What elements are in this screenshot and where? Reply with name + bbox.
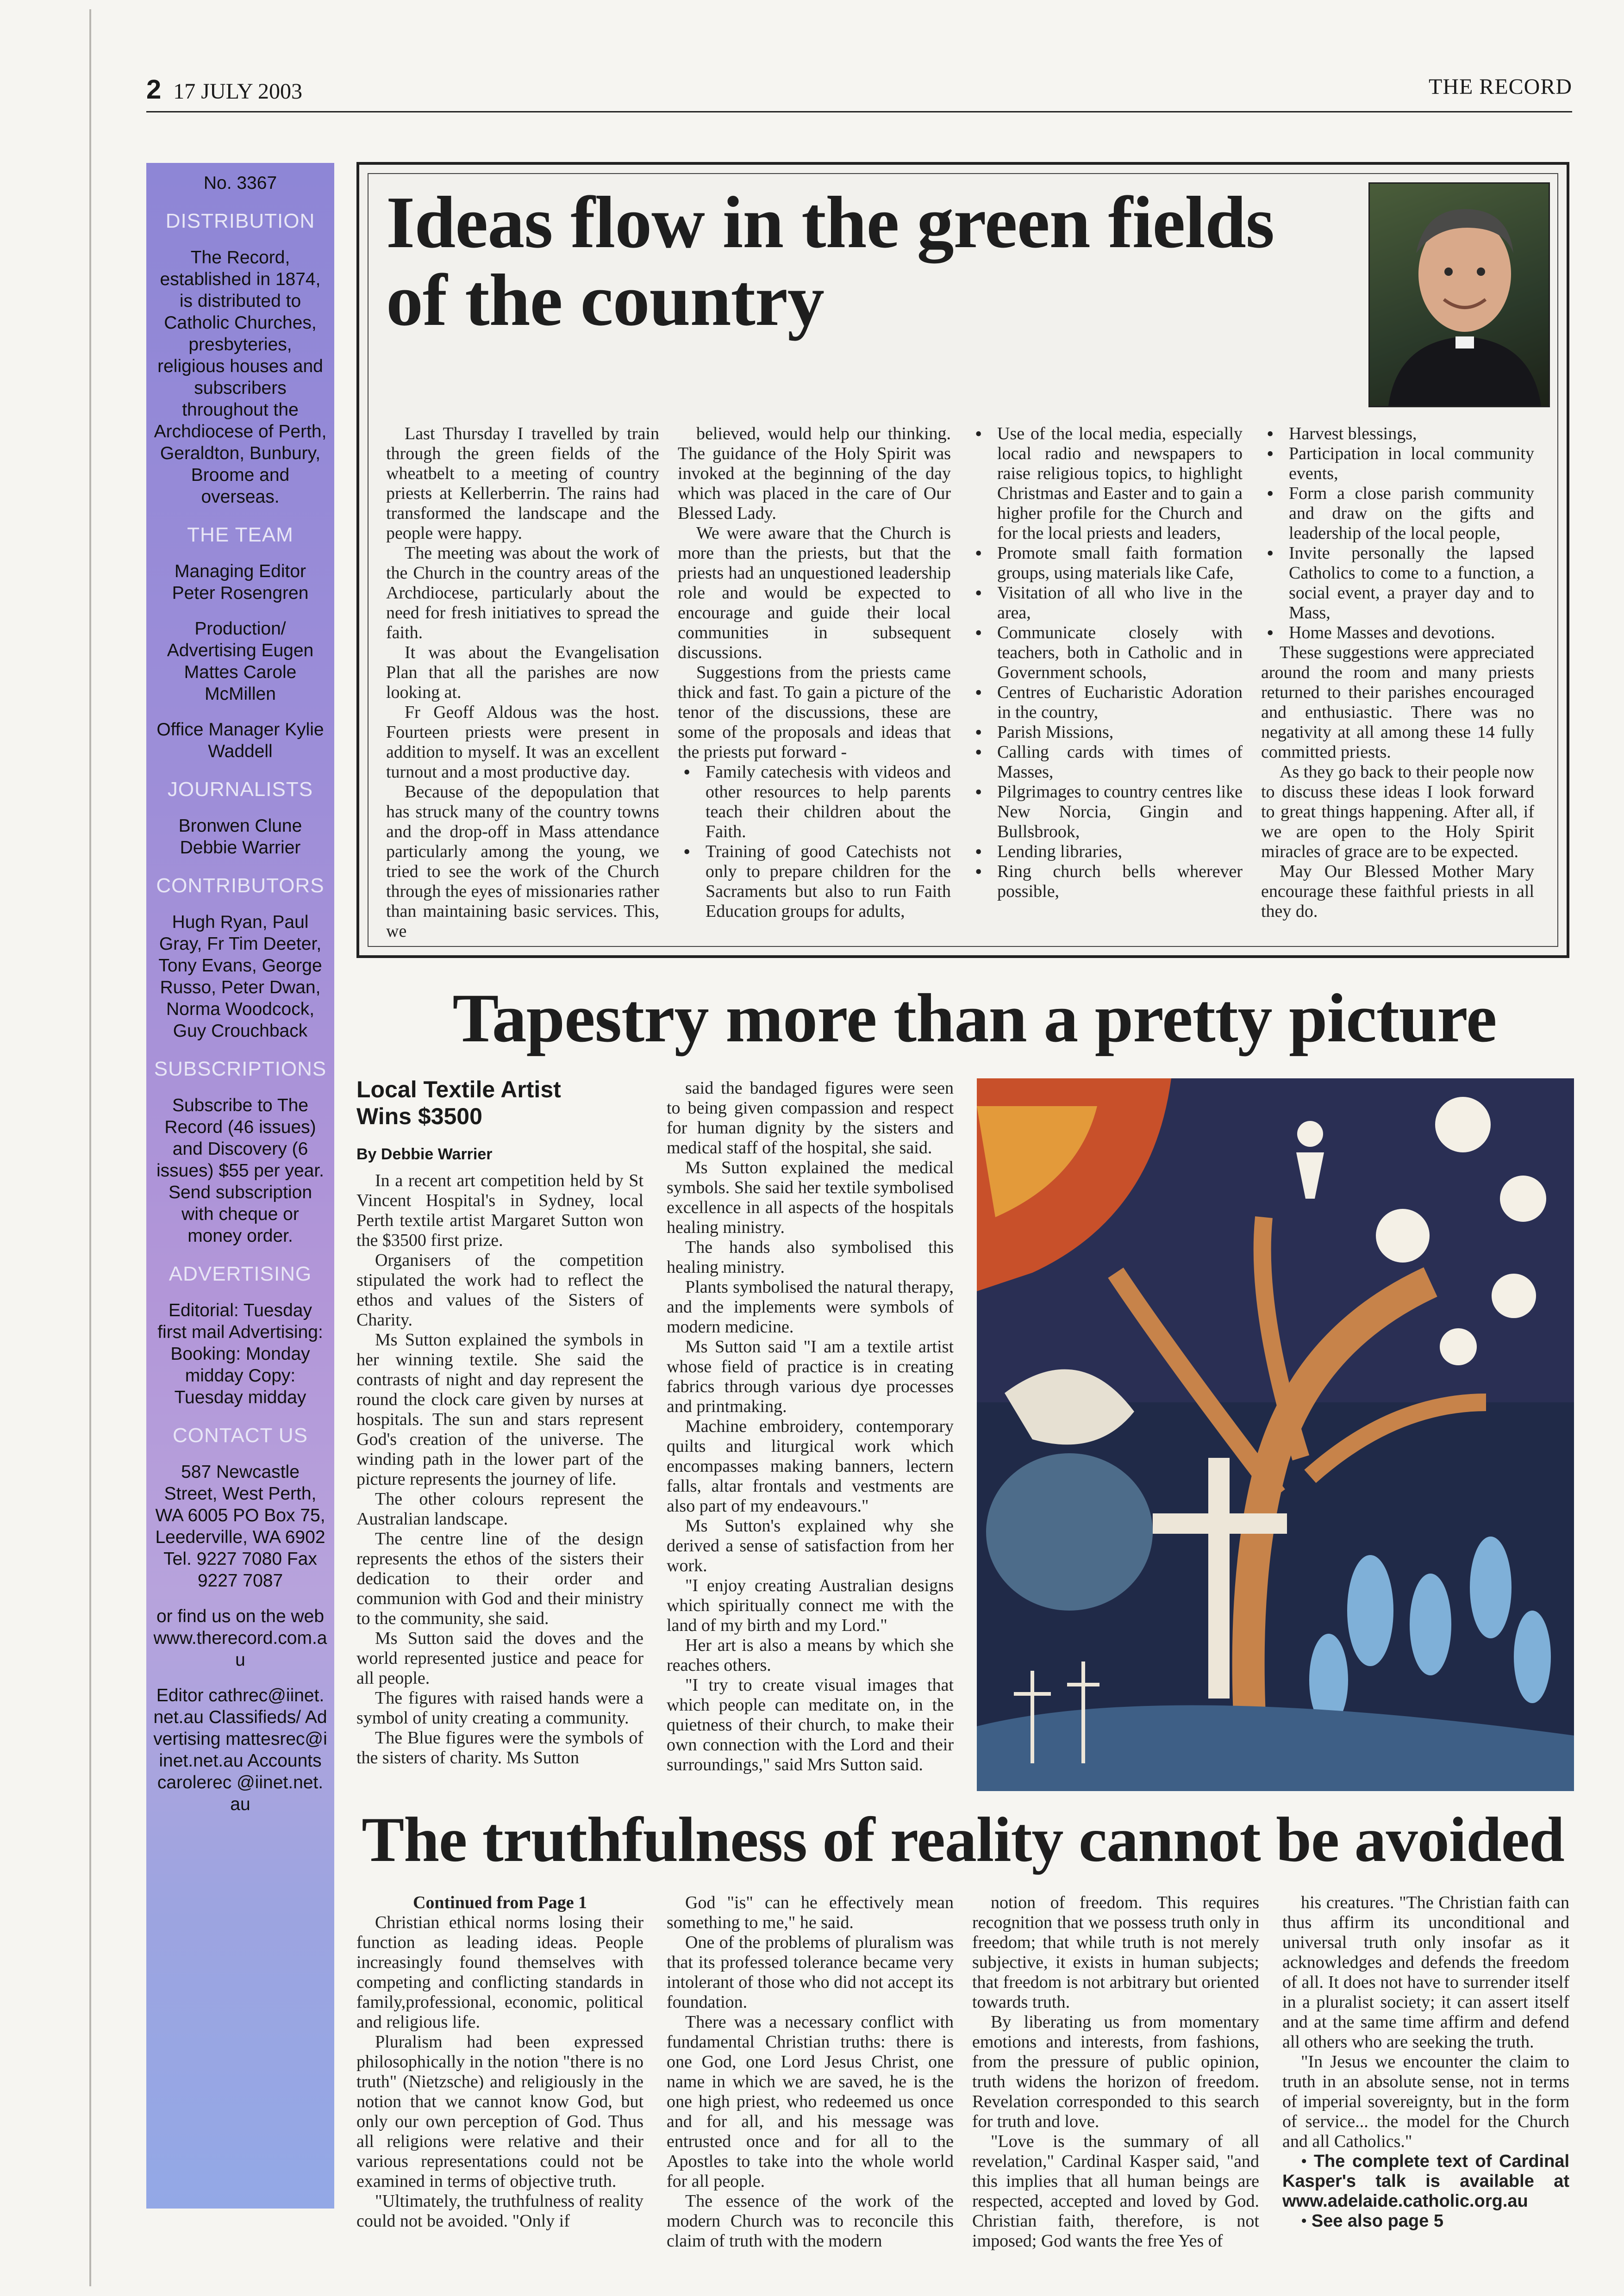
proposal-item: • Visitation of all who live in the area, [997,583,1243,623]
tapestry-illustration [977,1078,1574,1791]
header-rule [146,111,1572,112]
proposal-item: • Family catechesis with videos and other resources to help parents teach their children about the Faith. [706,762,951,842]
article-ideas-headline: Ideas flow in the green fields of the country [386,181,1274,341]
paragraph: The meeting was about the work of the Church in the country areas of the Archdiocese, particularly about the need for fresh initiatives to spread the faith. [386,543,659,642]
kasper-footnote: • The complete text of Cardinal Kasper's talk is available at www.adelaide.catholic.org.au [1282,2152,1569,2211]
contact-heading: CONTACT US [173,1424,308,1447]
contact-address: 587 Newcastle Street, West Perth, WA 6005 PO Box 75, Leederville, WA 6902 Tel. 9227 7080 Fax 9227 7087 [155,1462,325,1591]
proposal-item-list [678,762,951,921]
paragraph: Pluralism had been expressed philosophically in the notion "there is no truth" (Nietzsche) and religiously in the notion that we cannot know God, but only our own perception of God. Thus all religions were relative and their various representations could not be examined in terms of objective truth. [356,2032,643,2191]
paragraph: "I enjoy creating Australian designs which spiritually connect me with the land of my birth and my Lord." [667,1576,954,1635]
paragraph: Ms Sutton said the doves and the world represented justice and peace for all people. [356,1629,643,1688]
proposal-item: • Communicate closely with teachers, both in Catholic and in Government schools, [997,623,1243,683]
web-address[interactable]: or find us on the web www.therecord.com.au [153,1606,327,1670]
proposal-item: • Ring church bells wherever possible, [997,862,1243,902]
paragraph: Ms Sutton explained the symbols in her winning textile. She said the contrasts of night and day represent the round the clock care given by nurses at hospitals. The sun and stars represent God's creation of the universe. The winding path in the lower part of the picture represents the journey of life. [356,1330,643,1489]
article-tapestry-col-2 [667,1078,954,1775]
distribution-text: The Record, established in 1874, is distributed to Catholic Churches, presbyteries, religious houses and subscribers throughout the Archdiocese of Perth, Geraldton, Bunbury, Broome and overseas. [154,248,327,507]
article-tapestry-col-1 [356,1171,643,1768]
advertising-heading: ADVERTISING [169,1263,312,1285]
proposal-item: • Harvest blessings, [1289,424,1534,444]
proposal-item: • Form a close parish community and draw on the gifts and leadership of the local people, [1289,484,1534,543]
proposal-item: • Participation in local community events, [1289,444,1534,484]
paragraph: Suggestions from the priests came thick and fast. To gain a picture of the tenor of the discussions, these are some of the proposals and ideas that the priests put forward - [678,663,951,762]
article-ideas-col-2 [678,424,951,921]
tapestry-artwork-image [977,1078,1574,1791]
contact-emails[interactable]: Editor cathrec@iinet.net.au Classifieds/ Advertising mattesrec@iinet.net.au Accounts carolerec @iinet.net.au [153,1686,327,1814]
page-edge-rule [89,9,91,2286]
paragraph: The Blue figures were the symbols of the sisters of charity. Ms Sutton [356,1728,643,1767]
paragraph: "Love is the summary of all revelation," Cardinal Kasper said, "and this implies that all human beings are respected, accepted and loved by God. Christian faith, therefore, is not imposed; God wants the free Yes of [972,2132,1259,2251]
header-left [146,74,302,105]
paragraph: Organisers of the competition stipulated the work had to reflect the ethos and values of the Sisters of Charity. [356,1251,643,1330]
paragraph: God "is" can he effectively mean something to me," he said. [667,1893,954,1932]
article-truth-col-4 [1282,1893,1569,2231]
paragraph: "Ultimately, the truthfulness of reality could not be avoided. "Only if [356,2191,643,2231]
author-photo [1368,182,1550,407]
proposal-item: • Centres of Eucharistic Adoration in the country, [997,683,1243,722]
office-manager: Office Manager Kylie Waddell [156,720,324,761]
subscriptions-text: Subscribe to The Record (46 issues) and Discovery (6 issues) $55 per year. Send subscription with cheque or money order. [156,1095,325,1246]
issue-date: 17 JULY 2003 [173,79,303,104]
paragraph: These suggestions were appreciated around the room and many priests returned to their parishes encouraged and enthusiastic. There was no negativity at all among these 14 fully committed priests. [1261,643,1534,762]
proposal-item: • Training of good Catechists not only to prepare children for the Sacraments but also to run Faith Education groups for adults, [706,842,951,921]
contributors: Hugh Ryan, Paul Gray, Fr Tim Deeter, Tony Evans, George Russo, Peter Dwan, Norma Woodcock, Guy Crouchback [158,912,322,1041]
paragraph: Last Thursday I travelled by train through the green fields of the wheatbelt to a meeting of country priests at Kellerberrin. The rains had transformed the landscape and the people were happy. [386,424,659,543]
proposal-item-list [1261,424,1534,643]
paragraph: Because of the depopulation that has struck many of the country towns and the drop-off in Mass attendance particularly among the young, we tried to see the work of the Church through the eyes of missionaries rather than maintaining basic services. This, we [386,782,659,941]
proposal-item: • Invite personally the lapsed Catholics to come to a function, a social event, a prayer day and to Mass, [1289,543,1534,623]
article-tapestry-headline: Tapestry more than a pretty picture [452,980,1497,1057]
paragraph: said the bandaged figures were seen to being given compassion and respect for human dignity by the sisters and medical staff of the hospital, she said. [667,1078,954,1157]
paragraph: Ms Sutton's explained why she derived a sense of satisfaction from her work. [667,1516,954,1575]
contributors-heading: CONTRIBUTORS [156,874,325,897]
article-truth-col-1 [356,1893,643,2231]
masthead-sidebar [146,163,334,2209]
paragraph: Ms Sutton explained the medical symbols. She said her textile symbolised excellence in all aspects of the hospitals healing ministry. [667,1158,954,1237]
issue-number: No. 3367 [203,173,277,193]
distribution-heading: DISTRIBUTION [165,210,315,232]
paragraph: We were aware that the Church is more than the priests, but that the priests had an unquestioned leadership role and would be expected to encourage and guide their local communities in subsequent discussions. [678,523,951,662]
paragraph: his creatures. "The Christian faith can thus affirm its unconditional and universal truth only insofar as it acknowledges and defends the freedom of all. It does not have to surrender itself in a pluralist society; it can assert itself and at the same time affirm and defend all others who are seeking the truth. [1282,1893,1569,2052]
article-tapestry-subhead: Local Textile Artist Wins $3500 [356,1076,561,1129]
see-also-note: • See also page 5 [1301,2211,1443,2231]
proposal-item: • Lending libraries, [997,842,1243,862]
page-header [146,74,1572,111]
paragraph: Ms Sutton said "I am a textile artist whose field of practice is in creating fabrics through various dye processes and printmaking. [667,1337,954,1416]
proposal-item: • Home Masses and devotions. [1289,623,1534,643]
kasper-footnote-text: The complete text of Cardinal Kasper's talk is available at www.adelaide.catholic.org.au [1282,2152,1569,2211]
paragraph: notion of freedom. This requires recognition that we possess truth only in freedom; that while truth is not merely subjective, it exists in human subjects; that freedom is not arbitrary but oriented towards truth. [972,1893,1259,2012]
team-heading: THE TEAM [187,523,294,546]
byline: By Debbie Warrier [356,1145,493,1163]
managing-editor: Managing Editor Peter Rosengren [172,561,309,603]
paragraph: Fr Geoff Aldous was the host. Fourteen priests were present in addition to myself. It was an excellent turnout and a most productive day. [386,703,659,782]
paragraph: One of the problems of pluralism was that its professed tolerance became very intolerant of those who did not accept its foundation. [667,1933,954,2012]
paragraph: The centre line of the design represents the ethos of the sisters their dedication to their order and communion with God and their ministry to the community, she said. [356,1529,643,1628]
journalists: Bronwen Clune Debbie Warrier [178,816,302,858]
paragraph: "In Jesus we encounter the claim to truth in an absolute sense, not in terms of imperial sovereignty, but in the form of service... the model for the Church and all Catholics." [1282,2052,1569,2151]
article-truthfulness-headline: The truthfulness of reality cannot be avoided [362,1804,1564,1875]
paragraph: The other colours represent the Australian landscape. [356,1489,643,1529]
paragraph: The figures with raised hands were a symbol of unity creating a community. [356,1688,643,1728]
paragraph: There was a necessary conflict with fundamental Christian truths: there is one God, one Lord Jesus Christ, one name in which we are saved, he is the one high priest, who redeemed us once and for all, and his message was entrusted once and for all to the Apostles to take into the whole world for all people. [667,2012,954,2191]
paragraph: "I try to create visual images that which people can meditate on, in the quietness of their church, to make their own connection with the Lord and their surroundings," said Mrs Sutton said. [667,1675,954,1774]
proposal-item: • Parish Missions, [997,722,1243,742]
article-ideas-col-3 [969,424,1243,902]
article-ideas-box [356,162,1569,958]
continued-from-label: Continued from Page 1 [412,1893,587,1912]
proposal-item-list [969,424,1243,902]
paragraph: Her art is also a means by which she reaches others. [667,1636,954,1675]
proposal-item: • Use of the local media, especially local radio and newspapers to raise religious topics, to highlight Christmas and Easter and to gain a higher profile for the Church and for the local priests and leaders, [997,424,1243,543]
proposal-item: • Promote small faith formation groups, using materials like Cafe, [997,543,1243,583]
paragraph: May Our Blessed Mother Mary encourage these faithful priests in all they do. [1261,862,1534,921]
advertising-text: Editorial: Tuesday first mail Advertising: Booking: Monday midday Copy: Tuesday midday [157,1300,323,1407]
paper-name: THE RECORD [1429,75,1572,99]
proposal-item: • Calling cards with times of Masses, [997,742,1243,782]
paragraph: Christian ethical norms losing their function as leading ideas. People increasingly found themselves with competing and conflicting standards in family,professional, economic, political and religious life. [356,1913,643,2032]
paragraph: By liberating us from momentary emotions and interests, from fashions, from the pressure of public opinion, truth widens the horizon of freedom. Revelation corresponded to this search for truth and love. [972,2012,1259,2131]
paragraph: The hands also symbolised this healing ministry. [667,1238,954,1277]
proposal-item: • Pilgrimages to country centres like New Norcia, Gingin and Bullsbrook, [997,782,1243,842]
see-also-text: See also page 5 [1311,2211,1443,2231]
paragraph: believed, would help our thinking. The guidance of the Holy Spirit was invoked at the beginning of the day which was placed in the care of Our Blessed Lady. [678,424,951,523]
article-ideas-col-1 [386,424,659,941]
paragraph: Plants symbolised the natural therapy, and the implements were symbols of modern medicine. [667,1277,954,1337]
paragraph: In a recent art competition held by St Vincent Hospital's in Sydney, local Perth textile artist Margaret Sutton won the $3500 first prize. [356,1171,643,1250]
paragraph: It was about the Evangelisation Plan that all the parishes are now looking at. [386,643,659,702]
page-number: 2 [146,75,162,105]
article-truth-col-3 [972,1893,1259,2251]
paragraph: Machine embroidery, contemporary quilts and liturgical work which encompasses making banners, lectern falls, altar frontals and vestments are also part of my endeavours." [667,1417,954,1516]
portrait-image [1370,184,1549,406]
journalists-heading: JOURNALISTS [167,778,313,801]
subscriptions-heading: SUBSCRIPTIONS [154,1058,327,1080]
article-ideas-col-4 [1261,424,1534,921]
paragraph: As they go back to their people now to discuss these ideas I look forward to great things happening. After all, if we are open to the Holy Spirit miracles of grace are to be expected. [1261,762,1534,861]
production-advertising: Production/ Advertising Eugen Mattes Carole McMillen [167,619,314,704]
paragraph: The essence of the work of the modern Church was to reconcile this claim of truth with the modern [667,2191,954,2251]
article-truth-col-2 [667,1893,954,2251]
